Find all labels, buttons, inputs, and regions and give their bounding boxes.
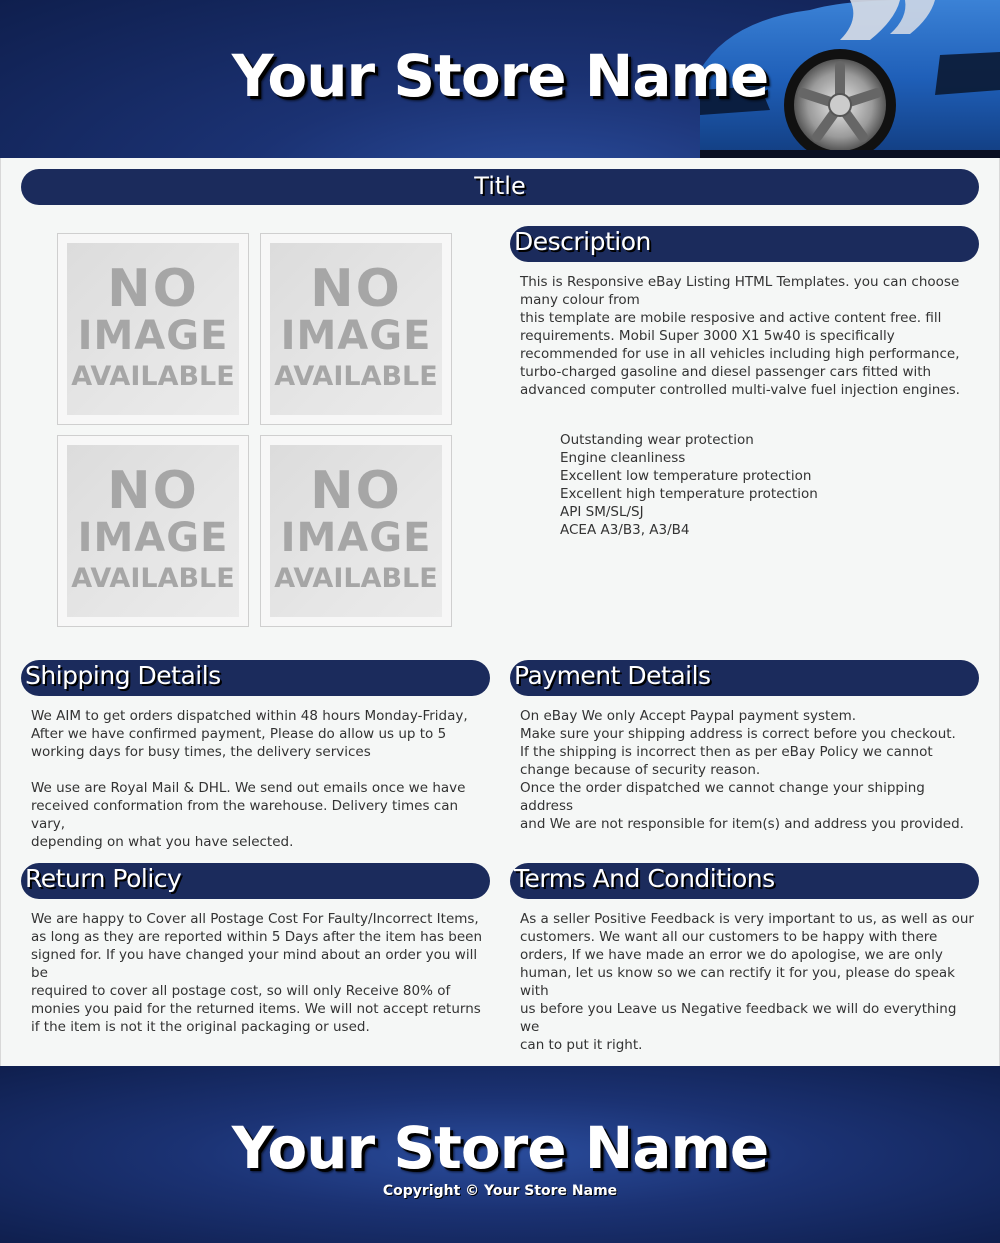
return-policy-heading: Return Policy xyxy=(21,863,490,899)
no-image-text: NO xyxy=(310,461,402,521)
list-item: Excellent low temperature protection xyxy=(560,468,812,484)
item-title-bar: Title xyxy=(21,169,979,205)
copyright-text: Copyright © Your Store Name xyxy=(382,1183,618,1199)
product-image[interactable] xyxy=(260,233,452,425)
no-image-text: AVAILABLE xyxy=(274,361,438,392)
no-image-text: IMAGE xyxy=(77,313,229,359)
no-image-text: IMAGE xyxy=(280,313,432,359)
no-image-placeholder xyxy=(67,243,239,415)
return-policy-text: We are happy to Cover all Postage Cost For Faulty/Incorrect Items, as long as they are reported within 5 Days after the item has been signed for. If you have changed your mind about an order you will be required to cover all postage cost, so will only Receive 80% of monies you paid for the returned items. We will not accept returns if the item is not it the original packaging or used. xyxy=(31,911,483,1035)
no-image-text: AVAILABLE xyxy=(71,361,235,392)
no-image-text: AVAILABLE xyxy=(71,563,235,594)
no-image-text: AVAILABLE xyxy=(274,563,438,594)
terms-text: As a seller Positive Feedback is very important to us, as well as our customers. We want all our customers to be happy with there orders, If we have made an error we do apologise, we are only human, let us know so we can rectify it for you, please do speak with us before you Leave us Negative feedback we will do everything we can to put it right. xyxy=(520,911,974,1053)
footer-banner xyxy=(0,1066,1000,1243)
list-item: ACEA A3/B3, A3/B4 xyxy=(560,522,690,538)
list-item: Engine cleanliness xyxy=(560,450,686,466)
no-image-placeholder xyxy=(67,445,239,617)
no-image-text: IMAGE xyxy=(77,515,229,561)
description-heading: Description xyxy=(510,226,979,262)
payment-text: On eBay We only Accept Paypal payment system. Make sure your shipping address is correct before you checkout. If the shipping is incorrect then as per eBay Policy we cannot change because of security reason. Once the order dispatched we cannot change your shipping address and We are not responsible for item(s) and address you provided. xyxy=(520,708,964,832)
list-item: Outstanding wear protection xyxy=(560,432,754,448)
feature-list xyxy=(560,431,818,539)
shipping-text: We AIM to get orders dispatched within 48 hours Monday-Friday, After we have confirmed payment, Please do allow us up to 5 working days for busy times, the delivery services We use are Royal Mail & DHL. We send out emails once we have received conformation from the warehouse. Delivery times can vary, depending on what you have selected. xyxy=(31,708,468,850)
product-image[interactable] xyxy=(57,233,249,425)
header-banner xyxy=(0,0,1000,158)
product-image[interactable] xyxy=(260,435,452,627)
no-image-text: NO xyxy=(107,461,199,521)
terms-heading: Terms And Conditions xyxy=(510,863,979,899)
no-image-placeholder xyxy=(270,445,442,617)
no-image-text: NO xyxy=(310,259,402,319)
no-image-placeholder xyxy=(270,243,442,415)
list-item: API SM/SL/SJ xyxy=(560,504,644,520)
store-name-heading: Your Store Name xyxy=(231,42,769,110)
list-item: Excellent high temperature protection xyxy=(560,486,818,502)
no-image-text: NO xyxy=(107,259,199,319)
no-image-text: IMAGE xyxy=(280,515,432,561)
shipping-heading: Shipping Details xyxy=(21,660,490,696)
footer-store-name: Your Store Name xyxy=(231,1114,769,1182)
payment-heading: Payment Details xyxy=(510,660,979,696)
description-text: This is Responsive eBay Listing HTML Templates. you can choose many colour from this template are mobile resposive and active content free. fill requirements. Mobil Super 3000 X1 5w40 is specifically recommended for use in all vehicles including high performance, turbo-charged gasoline and diesel passenger cars fitted with advanced computer controlled multi-valve fuel injection engines. xyxy=(520,274,960,398)
product-image[interactable] xyxy=(57,435,249,627)
